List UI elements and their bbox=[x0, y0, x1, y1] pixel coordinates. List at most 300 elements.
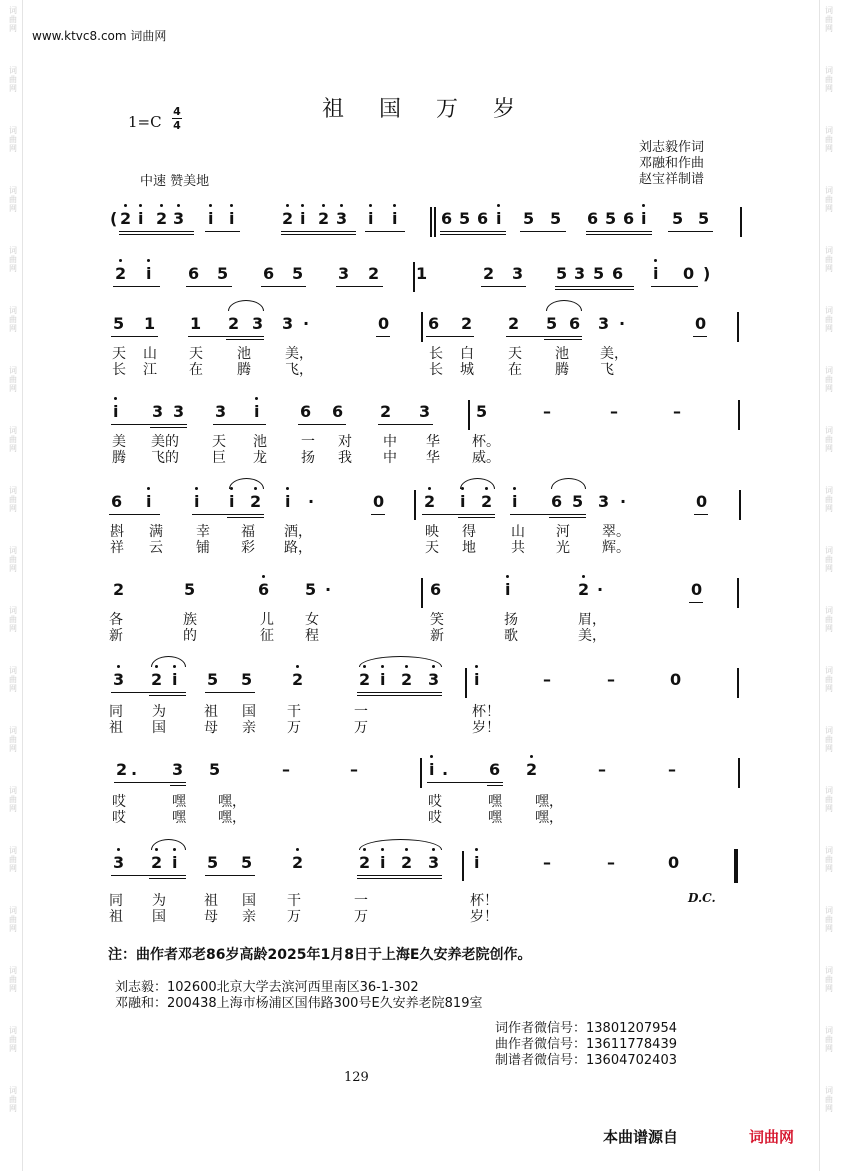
dot-mark: · bbox=[619, 314, 626, 333]
note: 5 bbox=[546, 314, 558, 333]
note: i bbox=[505, 580, 511, 599]
barline bbox=[738, 400, 740, 430]
beam bbox=[440, 234, 506, 235]
side-watermark-mark: 词 曲 网 bbox=[825, 306, 833, 333]
meter-denominator: 4 bbox=[173, 119, 181, 132]
dash-mark: – bbox=[543, 853, 551, 872]
lyric-word: 哎 bbox=[428, 794, 442, 810]
side-watermark-mark: 词 曲 网 bbox=[9, 306, 17, 333]
beam bbox=[357, 692, 442, 693]
slur bbox=[228, 300, 264, 311]
lyric-word: 华 bbox=[426, 450, 440, 466]
site-url[interactable]: www.ktvc8.com bbox=[32, 29, 127, 43]
note: 5 bbox=[209, 760, 221, 779]
note: 2 bbox=[318, 209, 330, 228]
beam bbox=[149, 695, 186, 696]
lyric-word: 地 bbox=[462, 540, 476, 556]
right-border bbox=[819, 0, 820, 1171]
dot-mark: · bbox=[325, 580, 332, 599]
note: 6 bbox=[623, 209, 635, 228]
composer-address: 邓融和：200438上海市杨浦区国伟路300号E久安养老院819室 bbox=[115, 996, 483, 1011]
song-title: 祖 国 万 岁 bbox=[322, 97, 529, 122]
lyric-word: 国 bbox=[152, 909, 166, 925]
dot-mark: · bbox=[597, 580, 604, 599]
beam bbox=[544, 339, 582, 340]
lyric-word: 幸 bbox=[196, 524, 210, 540]
lyric-word: 哎 bbox=[112, 794, 126, 810]
lyric-word: 同 bbox=[109, 704, 123, 720]
note: 2 bbox=[401, 853, 413, 872]
dot-mark: · bbox=[308, 492, 315, 511]
side-watermark-mark: 词 曲 网 bbox=[9, 966, 17, 993]
lyric-word: 满 bbox=[149, 524, 163, 540]
note: 6 bbox=[332, 402, 344, 421]
slur bbox=[151, 656, 186, 667]
lyric-word: 哎 bbox=[112, 810, 126, 826]
note: 6 bbox=[477, 209, 489, 228]
beam bbox=[149, 878, 186, 879]
lyric-word: 福 bbox=[241, 524, 255, 540]
note: 1 bbox=[190, 314, 202, 333]
note: 0 bbox=[683, 264, 695, 283]
note: 3 bbox=[419, 402, 431, 421]
note: i bbox=[138, 209, 144, 228]
barline bbox=[737, 668, 739, 698]
note: i bbox=[300, 209, 306, 228]
dash-mark: – bbox=[598, 760, 606, 779]
lyric-word: 中 bbox=[383, 434, 397, 450]
note: 0 bbox=[668, 853, 680, 872]
arranger-wechat: 制谱者微信号：13604702403 bbox=[495, 1053, 677, 1068]
note: 2 bbox=[292, 853, 304, 872]
beam bbox=[226, 336, 264, 337]
source-brand-link[interactable]: 词曲网 bbox=[749, 1128, 795, 1146]
note: ( bbox=[110, 209, 118, 228]
barline bbox=[434, 207, 436, 237]
slur bbox=[460, 478, 495, 489]
beam bbox=[109, 514, 160, 515]
note: i bbox=[392, 209, 398, 228]
note: 5 bbox=[207, 853, 219, 872]
note: 0 bbox=[696, 492, 708, 511]
lyricist-wechat: 词作者微信号：13801207954 bbox=[495, 1021, 677, 1036]
barline bbox=[739, 490, 741, 520]
note: 6 bbox=[188, 264, 200, 283]
side-watermark-mark: 词 曲 网 bbox=[825, 786, 833, 813]
beam bbox=[586, 231, 652, 232]
side-watermark-mark: 词 曲 网 bbox=[825, 906, 833, 933]
dash-mark: – bbox=[607, 670, 615, 689]
note: 6 bbox=[258, 580, 270, 599]
lyric-word: 祖 bbox=[109, 720, 123, 736]
beam bbox=[281, 234, 356, 235]
beam bbox=[261, 286, 306, 287]
lyric-word: 白 bbox=[460, 346, 474, 362]
dash-mark: – bbox=[543, 670, 551, 689]
barline bbox=[740, 207, 742, 237]
lyric-word: 万 bbox=[287, 720, 301, 736]
slur bbox=[551, 478, 586, 489]
note: 6 bbox=[489, 760, 501, 779]
beam bbox=[426, 336, 474, 337]
lyric-word: 飞 bbox=[600, 362, 614, 378]
side-watermark-mark: 词 曲 网 bbox=[9, 786, 17, 813]
beam bbox=[481, 286, 526, 287]
lyric-word: 亲 bbox=[242, 720, 256, 736]
note: 2 bbox=[359, 853, 371, 872]
lyric-word: 岁！ bbox=[470, 909, 498, 925]
beam bbox=[226, 339, 264, 340]
note: 2 bbox=[461, 314, 473, 333]
lyric-word: 杯。 bbox=[472, 434, 500, 450]
note: i bbox=[229, 209, 235, 228]
note: 2 bbox=[508, 314, 520, 333]
note: 5 bbox=[113, 314, 125, 333]
barline bbox=[420, 758, 422, 788]
side-watermark-mark: 词 曲 网 bbox=[825, 66, 833, 93]
lyric-word: 我 bbox=[338, 450, 352, 466]
note: 5 bbox=[556, 264, 568, 283]
beam bbox=[357, 695, 442, 696]
note: 5 bbox=[241, 853, 253, 872]
lyric-word: 共 bbox=[511, 540, 525, 556]
lyric-word: 美 bbox=[112, 434, 126, 450]
note: 2 bbox=[401, 670, 413, 689]
beam bbox=[371, 514, 385, 515]
addresses bbox=[115, 980, 482, 1012]
note: i bbox=[496, 209, 502, 228]
lyric-word: 彩 bbox=[241, 540, 255, 556]
barline bbox=[413, 262, 415, 292]
beam bbox=[113, 286, 160, 287]
lyricist-address: 刘志毅：102600北京大学去滨河西里南区36-1-302 bbox=[115, 980, 419, 995]
lyric-word: 河 bbox=[556, 524, 570, 540]
side-watermark-mark: 词 曲 网 bbox=[9, 1026, 17, 1053]
lyric-word: 征 bbox=[260, 628, 274, 644]
lyric-word: 新 bbox=[109, 628, 123, 644]
beam bbox=[544, 336, 582, 337]
lyric-word: 祖 bbox=[204, 893, 218, 909]
beam bbox=[555, 289, 634, 290]
lyric-word: 在 bbox=[189, 362, 203, 378]
lyric-word: 扬 bbox=[301, 450, 315, 466]
lyric-word: 国 bbox=[242, 893, 256, 909]
beam bbox=[170, 782, 186, 783]
beam bbox=[520, 231, 566, 232]
note: 5 bbox=[207, 670, 219, 689]
note: 2 bbox=[578, 580, 590, 599]
lyric-word: 巨 bbox=[212, 450, 226, 466]
lyric-word: 族 bbox=[183, 612, 197, 628]
note: 3 bbox=[173, 209, 185, 228]
lyric-word: 腾 bbox=[555, 362, 569, 378]
note: i bbox=[474, 670, 480, 689]
lyric-word: 岁！ bbox=[472, 720, 500, 736]
side-watermark-mark: 词 曲 网 bbox=[825, 186, 833, 213]
lyric-word: 嘿 bbox=[488, 794, 502, 810]
lyric-word: 酒， bbox=[284, 524, 312, 540]
side-watermark-mark: 词 曲 网 bbox=[9, 486, 17, 513]
slur bbox=[151, 839, 186, 850]
note: 6 bbox=[300, 402, 312, 421]
left-border bbox=[22, 0, 23, 1171]
dash-mark: – bbox=[668, 760, 676, 779]
lyric-word: 在 bbox=[508, 362, 522, 378]
key-signature: 1=C bbox=[128, 113, 162, 131]
note: 3 bbox=[512, 264, 524, 283]
side-watermark-mark: 词 曲 网 bbox=[825, 1026, 833, 1053]
beam bbox=[119, 234, 194, 235]
note: 3 bbox=[172, 760, 184, 779]
note: 5 bbox=[476, 402, 488, 421]
note: 2 bbox=[481, 492, 493, 511]
lyric-word: 飞的 bbox=[151, 450, 179, 466]
composer-wechat: 曲作者微信号：13611778439 bbox=[495, 1037, 677, 1052]
lyric-word: 光 bbox=[556, 540, 570, 556]
lyric-word: 龙 bbox=[253, 450, 267, 466]
side-watermark-mark: 词 曲 网 bbox=[825, 846, 833, 873]
barline bbox=[421, 578, 423, 608]
note: 3 bbox=[336, 209, 348, 228]
beam bbox=[689, 602, 703, 603]
barline bbox=[738, 758, 740, 788]
lyric-word: 池 bbox=[253, 434, 267, 450]
side-watermark-mark: 词 曲 网 bbox=[9, 726, 17, 753]
dash-mark: – bbox=[607, 853, 615, 872]
note: 2 bbox=[116, 760, 128, 779]
beam bbox=[150, 427, 187, 428]
beam bbox=[651, 286, 698, 287]
lyric-word: 美， bbox=[600, 346, 628, 362]
beam bbox=[586, 234, 652, 235]
note: 2 bbox=[359, 670, 371, 689]
note: 3 bbox=[428, 853, 440, 872]
right-watermark-strip bbox=[822, 0, 836, 1171]
note: 2 bbox=[228, 314, 240, 333]
beam bbox=[378, 424, 433, 425]
note: i bbox=[229, 492, 235, 511]
slur bbox=[359, 656, 442, 667]
note: 3 bbox=[428, 670, 440, 689]
note: 2 bbox=[115, 264, 127, 283]
side-watermark-mark: 词 曲 网 bbox=[825, 366, 833, 393]
final-barline bbox=[734, 849, 738, 883]
source-label: 本曲谱源自 bbox=[603, 1128, 679, 1146]
note: 5 bbox=[459, 209, 471, 228]
slur bbox=[229, 478, 264, 489]
side-watermark-mark: 词 曲 网 bbox=[9, 6, 17, 33]
lyric-word: 嘿 bbox=[488, 810, 502, 826]
beam bbox=[549, 514, 586, 515]
side-watermark-mark: 词 曲 网 bbox=[9, 366, 17, 393]
side-watermark-mark: 词 曲 网 bbox=[825, 606, 833, 633]
note: 3 bbox=[338, 264, 350, 283]
lyric-word: 山 bbox=[143, 346, 157, 362]
side-watermark-mark: 词 曲 网 bbox=[825, 666, 833, 693]
note: 2 bbox=[250, 492, 262, 511]
note: 2 bbox=[120, 209, 132, 228]
lyric-word: 池 bbox=[555, 346, 569, 362]
note: i bbox=[641, 209, 647, 228]
note: 5 bbox=[217, 264, 229, 283]
beam bbox=[111, 336, 158, 337]
side-watermark-mark: 词 曲 网 bbox=[9, 66, 17, 93]
lyric-word: 嘿 bbox=[172, 794, 186, 810]
note: 6 bbox=[569, 314, 581, 333]
beam bbox=[227, 514, 264, 515]
note: 6 bbox=[551, 492, 563, 511]
lyric-word: 为 bbox=[152, 704, 166, 720]
side-watermark-mark: 词 曲 网 bbox=[9, 426, 17, 453]
note: 0 bbox=[695, 314, 707, 333]
beam bbox=[694, 514, 708, 515]
lyric-word: 杯！ bbox=[472, 704, 500, 720]
note: 5 bbox=[184, 580, 196, 599]
note: i bbox=[172, 670, 178, 689]
beam bbox=[205, 692, 255, 693]
left-watermark-strip bbox=[6, 0, 20, 1171]
barline bbox=[414, 490, 416, 520]
note: i bbox=[254, 402, 260, 421]
side-watermark-mark: 词 曲 网 bbox=[825, 126, 833, 153]
lyric-word: 扬 bbox=[504, 612, 518, 628]
lyric-word: 映 bbox=[425, 524, 439, 540]
dot-mark: · bbox=[303, 314, 310, 333]
beam bbox=[150, 424, 187, 425]
side-watermark-mark: 词 曲 网 bbox=[9, 186, 17, 213]
lyric-word: 儿 bbox=[260, 612, 274, 628]
lyric-word: 母 bbox=[204, 720, 218, 736]
side-watermark-mark: 词 曲 网 bbox=[9, 666, 17, 693]
time-signature bbox=[172, 106, 182, 131]
beam bbox=[668, 231, 713, 232]
composer-credit: 邓融和作曲 bbox=[639, 156, 705, 171]
note: 2 bbox=[380, 402, 392, 421]
side-watermark-mark: 词 曲 网 bbox=[9, 126, 17, 153]
lyric-word: 美的 bbox=[151, 434, 179, 450]
note: 5 bbox=[698, 209, 710, 228]
lyric-word: 得 bbox=[462, 524, 476, 540]
lyric-word: 腾 bbox=[112, 450, 126, 466]
beam bbox=[119, 231, 194, 232]
side-watermark-mark: 词 曲 网 bbox=[9, 246, 17, 273]
note: 6 bbox=[430, 580, 442, 599]
lyric-word: 女 bbox=[305, 612, 319, 628]
note: 5 bbox=[672, 209, 684, 228]
note: 2 bbox=[526, 760, 538, 779]
lyric-word: 天 bbox=[189, 346, 203, 362]
note: 5 bbox=[305, 580, 317, 599]
note: 2 bbox=[292, 670, 304, 689]
page-number: 129 bbox=[344, 1070, 369, 1085]
lyric-word: 路， bbox=[284, 540, 312, 556]
note: 0 bbox=[670, 670, 682, 689]
beam bbox=[487, 782, 503, 783]
note: 2 bbox=[151, 670, 163, 689]
note: . bbox=[442, 760, 449, 779]
side-watermark-mark: 词 曲 网 bbox=[825, 426, 833, 453]
da-capo: D.C. bbox=[688, 891, 716, 905]
note: i bbox=[429, 760, 435, 779]
note: i bbox=[474, 853, 480, 872]
side-watermark-mark: 词 曲 网 bbox=[825, 486, 833, 513]
note: 0 bbox=[378, 314, 390, 333]
lyric-word: 干 bbox=[287, 704, 301, 720]
lyric-word: 一 bbox=[354, 893, 368, 909]
lyric-word: 祖 bbox=[204, 704, 218, 720]
lyric-word: 新 bbox=[430, 628, 444, 644]
lyric-word: 中 bbox=[383, 450, 397, 466]
side-watermark-mark: 词 曲 网 bbox=[825, 546, 833, 573]
note: 2 bbox=[282, 209, 294, 228]
lyric-word: 城 bbox=[460, 362, 474, 378]
note: 3 bbox=[574, 264, 586, 283]
lyric-word: 嘿 bbox=[172, 810, 186, 826]
lyric-word: 长 bbox=[429, 346, 443, 362]
lyric-word: 嘿， bbox=[218, 810, 246, 826]
note: 5 bbox=[523, 209, 535, 228]
lyric-word: 母 bbox=[204, 909, 218, 925]
barline bbox=[465, 668, 467, 698]
beam bbox=[376, 336, 390, 337]
note: 3 bbox=[252, 314, 264, 333]
composition-note: 注：曲作者邓老86岁高龄2025年1月8日于上海E久安养老院创作。 bbox=[108, 947, 532, 963]
lyric-word: 对 bbox=[338, 434, 352, 450]
lyric-word: 眉， bbox=[578, 612, 606, 628]
lyric-word: 亲 bbox=[242, 909, 256, 925]
arranger-credit: 赵宝祥制谱 bbox=[639, 172, 705, 187]
lyric-word: 干 bbox=[287, 893, 301, 909]
side-watermark-mark: 词 曲 网 bbox=[825, 726, 833, 753]
lyric-word: 笑 bbox=[430, 612, 444, 628]
beam bbox=[357, 878, 442, 879]
lyric-word: 华 bbox=[426, 434, 440, 450]
lyric-word: 嘿， bbox=[535, 794, 563, 810]
note: 1 bbox=[144, 314, 156, 333]
note: 5 bbox=[593, 264, 605, 283]
note: 2 bbox=[156, 209, 168, 228]
lyric-word: 天 bbox=[212, 434, 226, 450]
note: 1 bbox=[416, 264, 428, 283]
note: 6 bbox=[263, 264, 275, 283]
lyric-word: 嘿， bbox=[218, 794, 246, 810]
note: i bbox=[146, 264, 152, 283]
side-watermark-mark: 词 曲 网 bbox=[9, 1086, 17, 1113]
credits bbox=[639, 140, 704, 188]
barline bbox=[468, 400, 470, 430]
beam bbox=[458, 517, 495, 518]
beam bbox=[149, 875, 186, 876]
lyric-word: 同 bbox=[109, 893, 123, 909]
lyric-word: 翠。 bbox=[602, 524, 630, 540]
note: 5 bbox=[550, 209, 562, 228]
lyric-word: 云 bbox=[149, 540, 163, 556]
slur bbox=[546, 300, 582, 311]
beam bbox=[170, 785, 186, 786]
side-watermark-mark: 词 曲 网 bbox=[9, 846, 17, 873]
beam bbox=[213, 424, 266, 425]
lyric-word: 万 bbox=[354, 909, 368, 925]
lyric-word: 铺 bbox=[196, 540, 210, 556]
lyric-word: 池 bbox=[237, 346, 251, 362]
lyricist-credit: 刘志毅作词 bbox=[639, 140, 705, 155]
beam bbox=[365, 231, 405, 232]
note: 6 bbox=[428, 314, 440, 333]
beam bbox=[336, 286, 383, 287]
beam bbox=[227, 517, 264, 518]
lyric-word: 的 bbox=[183, 628, 197, 644]
lyric-word: 程 bbox=[305, 628, 319, 644]
